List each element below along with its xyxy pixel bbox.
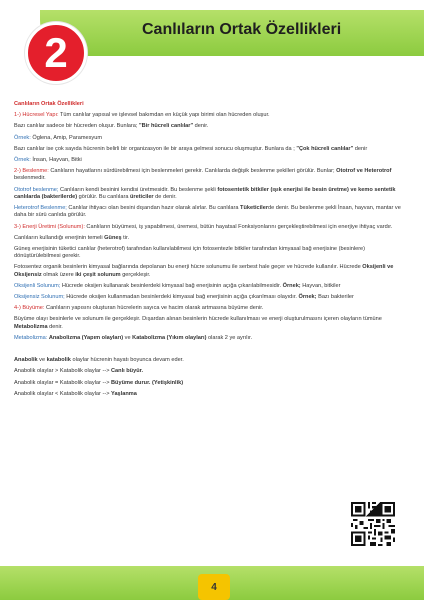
section-title: Canlıların Ortak Özellikleri [14, 101, 84, 107]
paragraph-metabolism: Büyüme olayı besinlerle ve solunum ile gerçekleşir. Dışardan alınan besinlerin hücrede kullanılması ve enerji oluşturulmasını içeren olayların tümüne Metabolizma denir. [14, 316, 382, 330]
paragraph-sun-energy: Canlıların kullandığı enerjinin temeli Güneş tir. [14, 234, 130, 241]
summary-row-growth: Anabolik olaylar > Katabolik olaylar --> Canlı büyür. [14, 368, 144, 375]
paragraph-cellular: 1-) Hücresel Yapı: Tüm canlılar yapısal ve işlevsel bakımdan en küçük yapı birimi olan hücreden oluşur. [14, 112, 270, 119]
summary-intro: Anabolik ve katabolik olaylar hücrenin hayatı boyunca devam eder. [14, 357, 184, 364]
heading-growth: 4-) Büyüme: [14, 305, 45, 312]
paragraph-heterotrof: Heterotrof Beslenme; Canlılar ihtiyacı olan besini dışarıdan hazır olarak alırlar. Bu canlılara Tüketicilerde denir. Bu beslenme şekli İnsan, hayvan, mantar ve daha bir sürü canlıda görülür. [14, 205, 401, 219]
paragraph-respiration: 3-) Enerji Üretimi (Solunum): Canlıların büyümesi, iş yapabilmesi, üremesi, bütün hayatsal Fonksiyonlarını gerçekleştirebilmesi için enerjiye ihtiyaç vardır. [14, 223, 393, 230]
page-number-box [198, 574, 230, 600]
page-number: 4 [211, 581, 217, 593]
chapter-badge [25, 22, 87, 84]
heading-nutrition: 2-) Beslenme: [14, 168, 49, 175]
summary-row-adult: Anabolik olaylar = Katabolik olaylar --> Büyüme durur. (Yetişkinlik) [14, 379, 184, 386]
paragraph-single-cell: Bazı canlılar sadece bir hücreden oluşur. Bunlara; "Bir hücreli canlılar" denir. [14, 123, 209, 130]
paragraph-photosynthesis: Güneş enerjisinin tüketici canlılar (heterotrof) tarafından kullanılabilmesi için fotosentezle bitkiler tarafından kimyasal bağ enerjisine (besinlere) dönüştürülebilmesi gerekir. [14, 245, 366, 260]
paragraph-nutrition: 2-) Beslenme: Canlıların hayatlarını sürdürebilmesi için beslenmeleri gerekir. Canlılarda değişik beslenme şekilleri görülür. Bunlar; Ototrof ve Heterotrof beslenmedir. [14, 168, 392, 182]
summary-row-aging: Anabolik olaylar < Katabolik olaylar --> Yaşlanma [14, 390, 137, 397]
paragraph-anaerobic: Oksijensiz Solunum; Hücrede oksijen kullanmadan besinlerdeki kimyasal bağ enerjisinin açığa çıkarılması olayıdır. Örnek; Bazı bakteriler [14, 294, 354, 301]
page-title: Canlıların Ortak Özellikleri [142, 21, 342, 38]
qr-code[interactable] [351, 502, 395, 546]
chapter-number: 2 [44, 29, 68, 76]
example-single-cell: Örnek: Öglena, Amip, Paramesyum [14, 134, 102, 141]
heading-cellular: 1-) Hücresel Yapı: [14, 112, 59, 119]
paragraph-aerobic: Oksijenli Solunum; Hücrede oksijen kullanarak besinlerdeki kimyasal bağ enerjisinin açığa çıkarılabilmesidir. Örnek; Hayvan, bitkiler [14, 282, 341, 289]
article-body [14, 101, 410, 402]
paragraph-growth: 4-) Büyüme: Canlıların yapısını oluşturan hücrelerin sayıca ve hacim olarak artmasına büyüme denir. [14, 305, 264, 312]
heading-respiration: 3-) Enerji Üretimi (Solunum): [14, 223, 85, 230]
example-multi-cell: Örnek: İnsan, Hayvan, Bitki [14, 156, 82, 163]
paragraph-ototrof: Ototrof beslenme; Canlıların kendi besinini kendisi üretmesidir. Bu beslenme şekli fotosentetik bitkiler (ışık enerjisi ile besin üretme) ve kemo sentetik canlılarda (bakterilerde) görülür. Bu canlılara üreticiler de denir. [14, 186, 396, 200]
paragraph-metabolism-types: Metabolizma: Anabolizma (Yapım olayları) ve Katabolizma (Yıkım olayları) olarak 2 ye ayrılır. [14, 334, 253, 341]
paragraph-multi-cell: Bazı canlılar ise çok sayıda hücrenin belirli bir organizasyon ile bir araya gelmesi sonucu oluşmuştur. Bunlara da ; "Çok hücreli canlılar" denir [14, 145, 368, 152]
paragraph-cell-respiration: Fotosentez organik besinlerin kimyasal bağlarında depolanan bu enerji hücre solunumu ile serbest hale geçer ve hücrede kullanılır. Hücrede Oksijenli ve Oksijensiz olmak üzere iki çeşit solunum gerçekleşir. [14, 264, 394, 278]
